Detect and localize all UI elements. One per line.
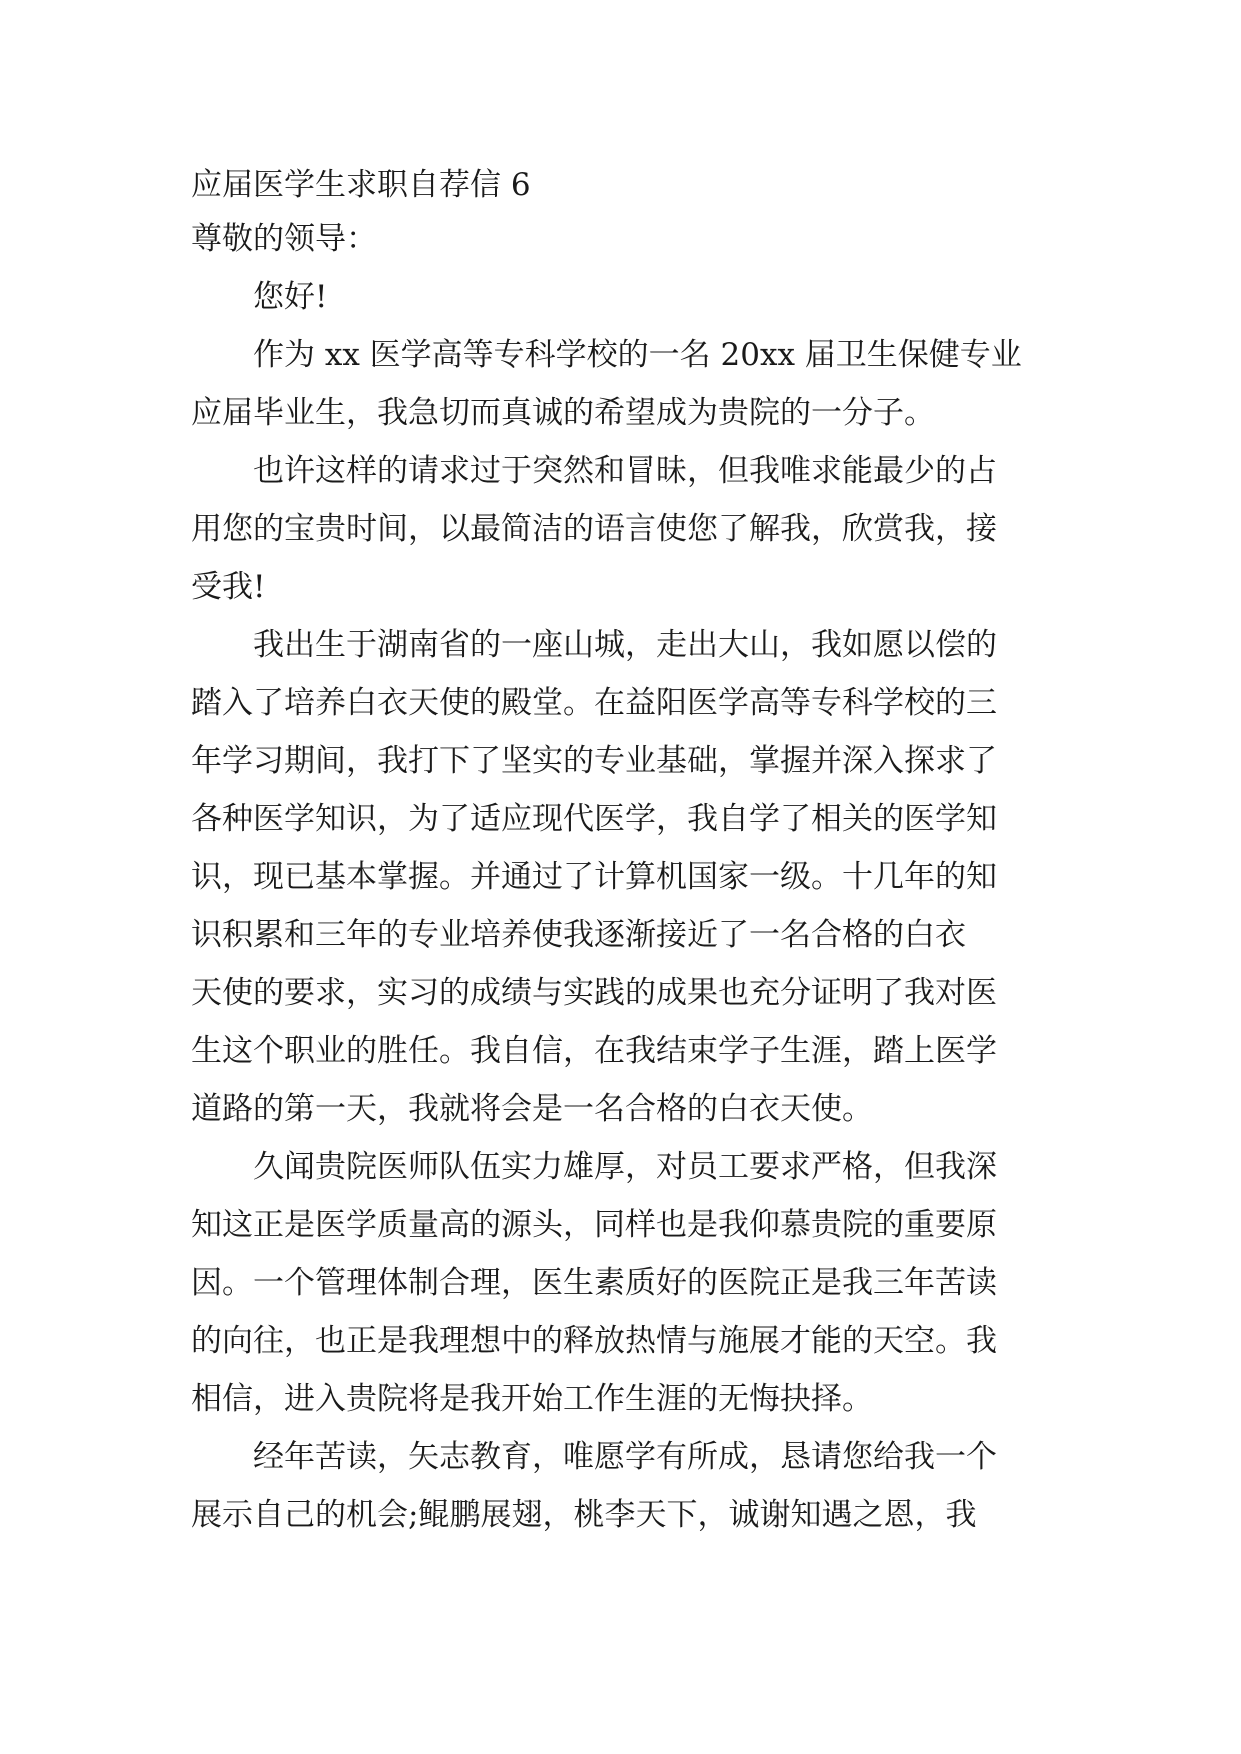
paragraph-line: 知这正是医学质量高的源头，同样也是我仰慕贵院的重要原 bbox=[191, 1207, 997, 1243]
paragraph-5 bbox=[191, 1428, 1051, 1544]
paragraph-line: 经年苦读，矢志教育，唯愿学有所成，恳请您给我一个 bbox=[253, 1439, 997, 1475]
paragraph-line: 受我! bbox=[191, 569, 266, 605]
paragraph-line: 作为 xx 医学高等专科学校的一名 20xx 届卫生保健专业 bbox=[253, 337, 1022, 373]
paragraph-3 bbox=[191, 616, 1051, 1138]
paragraph-line: 我出生于湖南省的一座山城，走出大山，我如愿以偿的 bbox=[253, 627, 997, 663]
paragraph-line: 的向往，也正是我理想中的释放热情与施展才能的天空。我 bbox=[191, 1323, 997, 1359]
paragraph-line: 识积累和三年的专业培养使我逐渐接近了一名合格的白衣 bbox=[191, 917, 966, 953]
paragraph-line: 相信，进入贵院将是我开始工作生涯的无悔抉择。 bbox=[191, 1381, 873, 1417]
letter-title: 应届医学生求职自荐信 6 bbox=[191, 167, 531, 203]
paragraph-line: 因。一个管理体制合理，医生素质好的医院正是我三年苦读 bbox=[191, 1265, 997, 1301]
paragraph-line: 识，现已基本掌握。并通过了计算机国家一级。十几年的知 bbox=[191, 859, 997, 895]
letter-body bbox=[191, 160, 1051, 1544]
paragraph-line: 也许这样的请求过于突然和冒昧，但我唯求能最少的占 bbox=[253, 453, 997, 489]
paragraph-line: 道路的第一天，我就将会是一名合格的白衣天使。 bbox=[191, 1091, 873, 1127]
paragraph-line: 天使的要求，实习的成绩与实践的成果也充分证明了我对医 bbox=[191, 975, 997, 1011]
paragraph-line: 用您的宝贵时间，以最简洁的语言使您了解我，欣赏我，接 bbox=[191, 511, 997, 547]
paragraph-line: 踏入了培养白衣天使的殿堂。在益阳医学高等专科学校的三 bbox=[191, 685, 997, 721]
paragraph-1 bbox=[191, 326, 1051, 442]
paragraph-line: 展示自己的机会;鲲鹏展翅，桃李天下，诚谢知遇之恩，我 bbox=[191, 1497, 977, 1533]
greeting: 您好! bbox=[253, 279, 328, 315]
paragraph-2 bbox=[191, 442, 1051, 616]
paragraph-line: 年学习期间，我打下了坚实的专业基础，掌握并深入探求了 bbox=[191, 743, 997, 779]
paragraph-4 bbox=[191, 1138, 1051, 1428]
paragraph-line: 应届毕业生，我急切而真诚的希望成为贵院的一分子。 bbox=[191, 395, 935, 431]
salutation: 尊敬的领导： bbox=[191, 221, 377, 257]
paragraph-line: 久闻贵院医师队伍实力雄厚，对员工要求严格，但我深 bbox=[253, 1149, 997, 1185]
paragraph-line: 生这个职业的胜任。我自信，在我结束学子生涯，踏上医学 bbox=[191, 1033, 997, 1069]
paragraph-line: 各种医学知识，为了适应现代医学，我自学了相关的医学知 bbox=[191, 801, 997, 837]
